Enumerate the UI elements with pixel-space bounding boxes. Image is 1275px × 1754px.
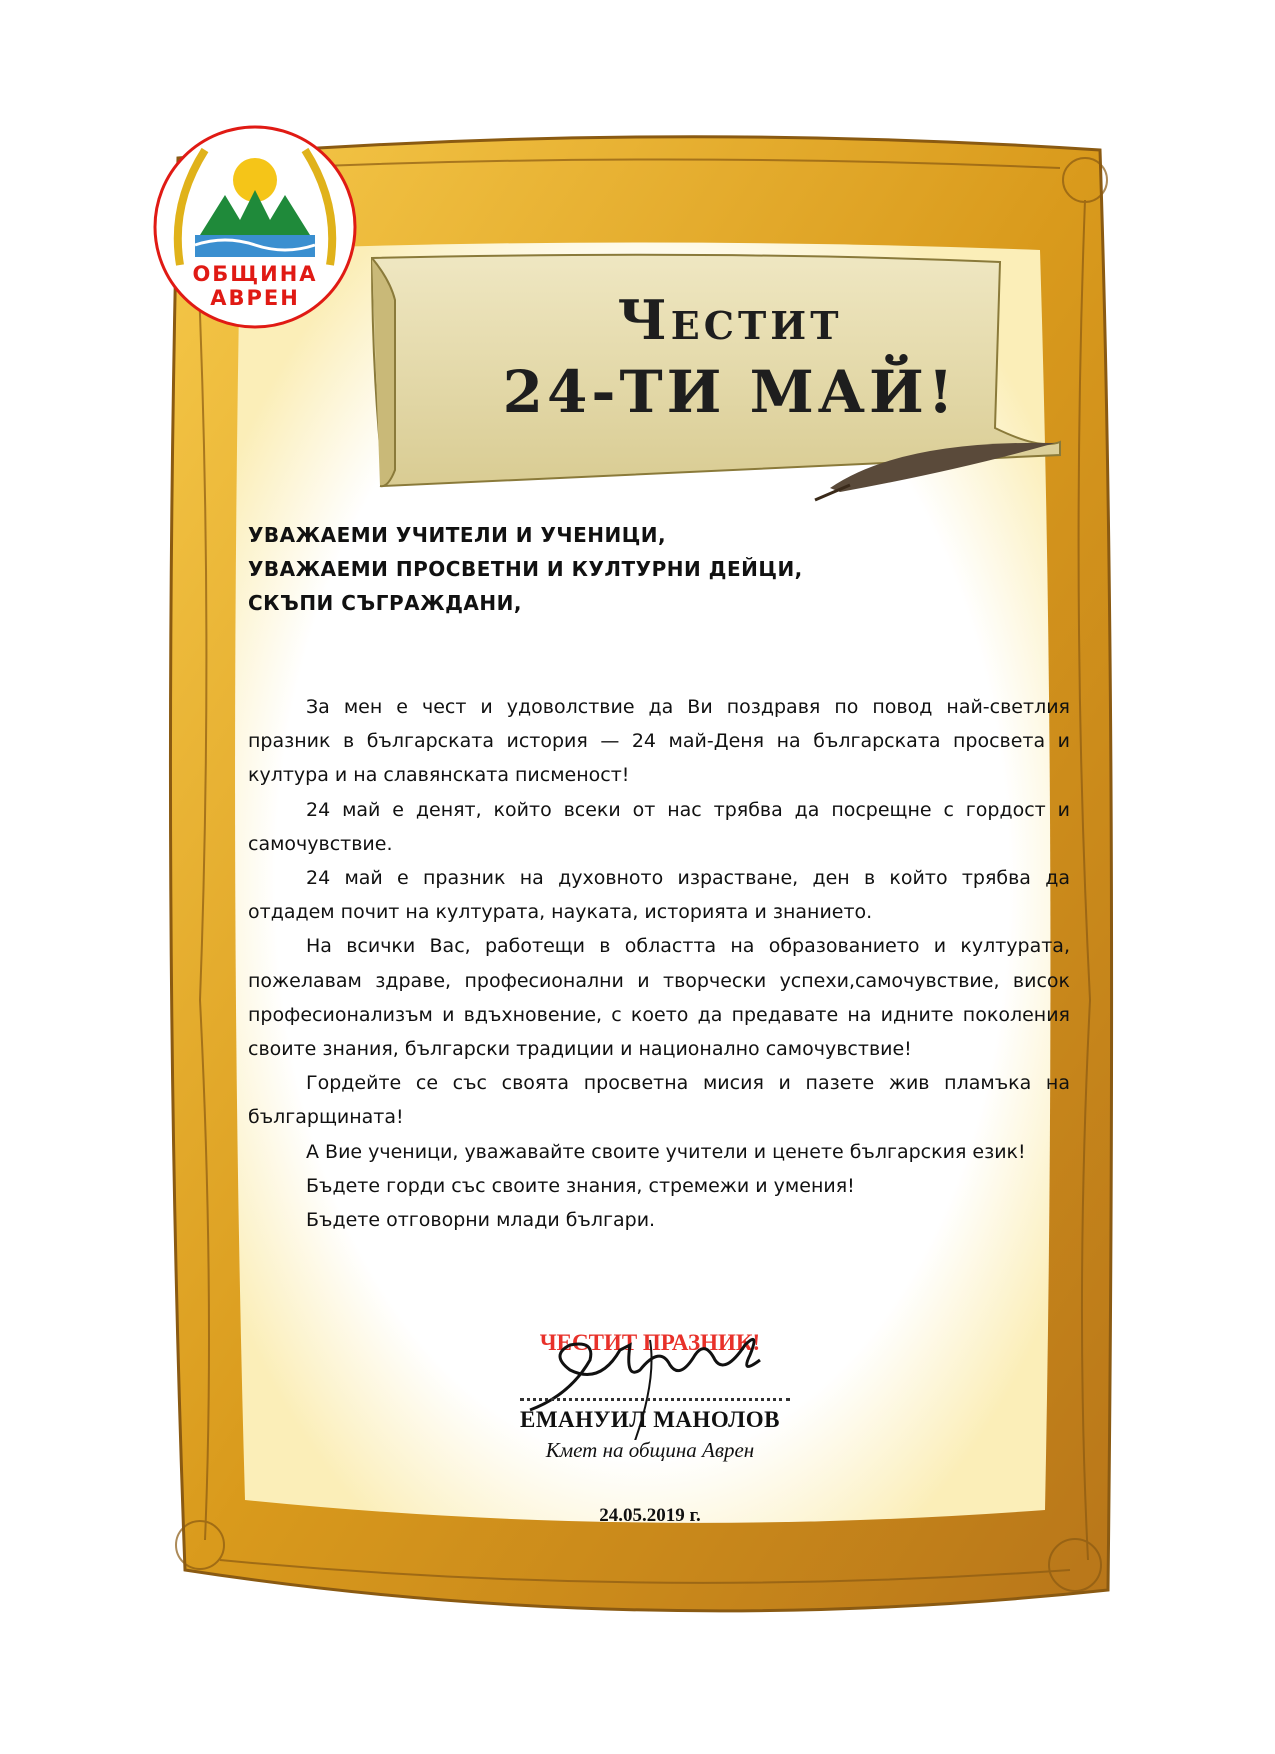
body-paragraph: Бъдете отговорни млади българи. (306, 1209, 656, 1232)
body-paragraph: На всички Вас, работещи в областта на образованието и културата, пожелавам здраве, професионални и творчески успехи,самочувствие, висок професионализъм и вдъхновение, с което да предавате на идните поколения своите знания, български традиции и национално самочувствие! (248, 935, 1070, 1061)
letter-date: 24.05.2019 г. (599, 1505, 701, 1526)
letter-body (248, 690, 1070, 1237)
body-paragraph: 24 май е празник на духовното израстване, ден в който трябва да отдадем почит на културата, науката, историята и знанието. (248, 867, 1070, 924)
logo-text-line1: ОБЩИНА (192, 262, 318, 286)
body-paragraph: А Вие ученици, уважавайте своите учители и ценете българския език! (306, 1140, 1026, 1163)
greeting-line: УВАЖАЕМИ ПРОСВЕТНИ И КУЛТУРНИ ДЕЙЦИ, (248, 557, 803, 581)
body-paragraph: 24 май е денят, който всеки от нас трябва да посрещне с гордост и самочувствие. (248, 798, 1070, 855)
greeting-line: СКЪПИ СЪГРАЖДАНИ, (248, 591, 522, 615)
body-paragraph: Гордейте се със своята просветна мисия и пазете жив пламъка на българщината! (248, 1072, 1070, 1129)
signer-name: ЕМАНУИЛ МАНОЛОВ (519, 1407, 781, 1432)
festive-greeting: ЧЕСТИТ ПРАЗНИК! (539, 1330, 761, 1355)
signer-role: Кмет на община Аврен (545, 1438, 755, 1462)
body-paragraph: Бъдете горди със своите знания, стремежи и умения! (306, 1174, 855, 1197)
body-paragraph: За мен е чест и удоволствие да Ви поздравя по повод най-светлия празник в българската история — 24 май-Деня на българската просвета и култура и на славянската писменост! (248, 696, 1070, 787)
logo-text-line2: АВРЕН (210, 286, 300, 310)
title-line1: Честит (617, 288, 843, 352)
signature-line (520, 1398, 790, 1401)
greeting-line: УВАЖАЕМИ УЧИТЕЛИ И УЧЕНИЦИ, (248, 523, 667, 547)
title-line2: 24-ТИ МАЙ! (502, 358, 958, 426)
